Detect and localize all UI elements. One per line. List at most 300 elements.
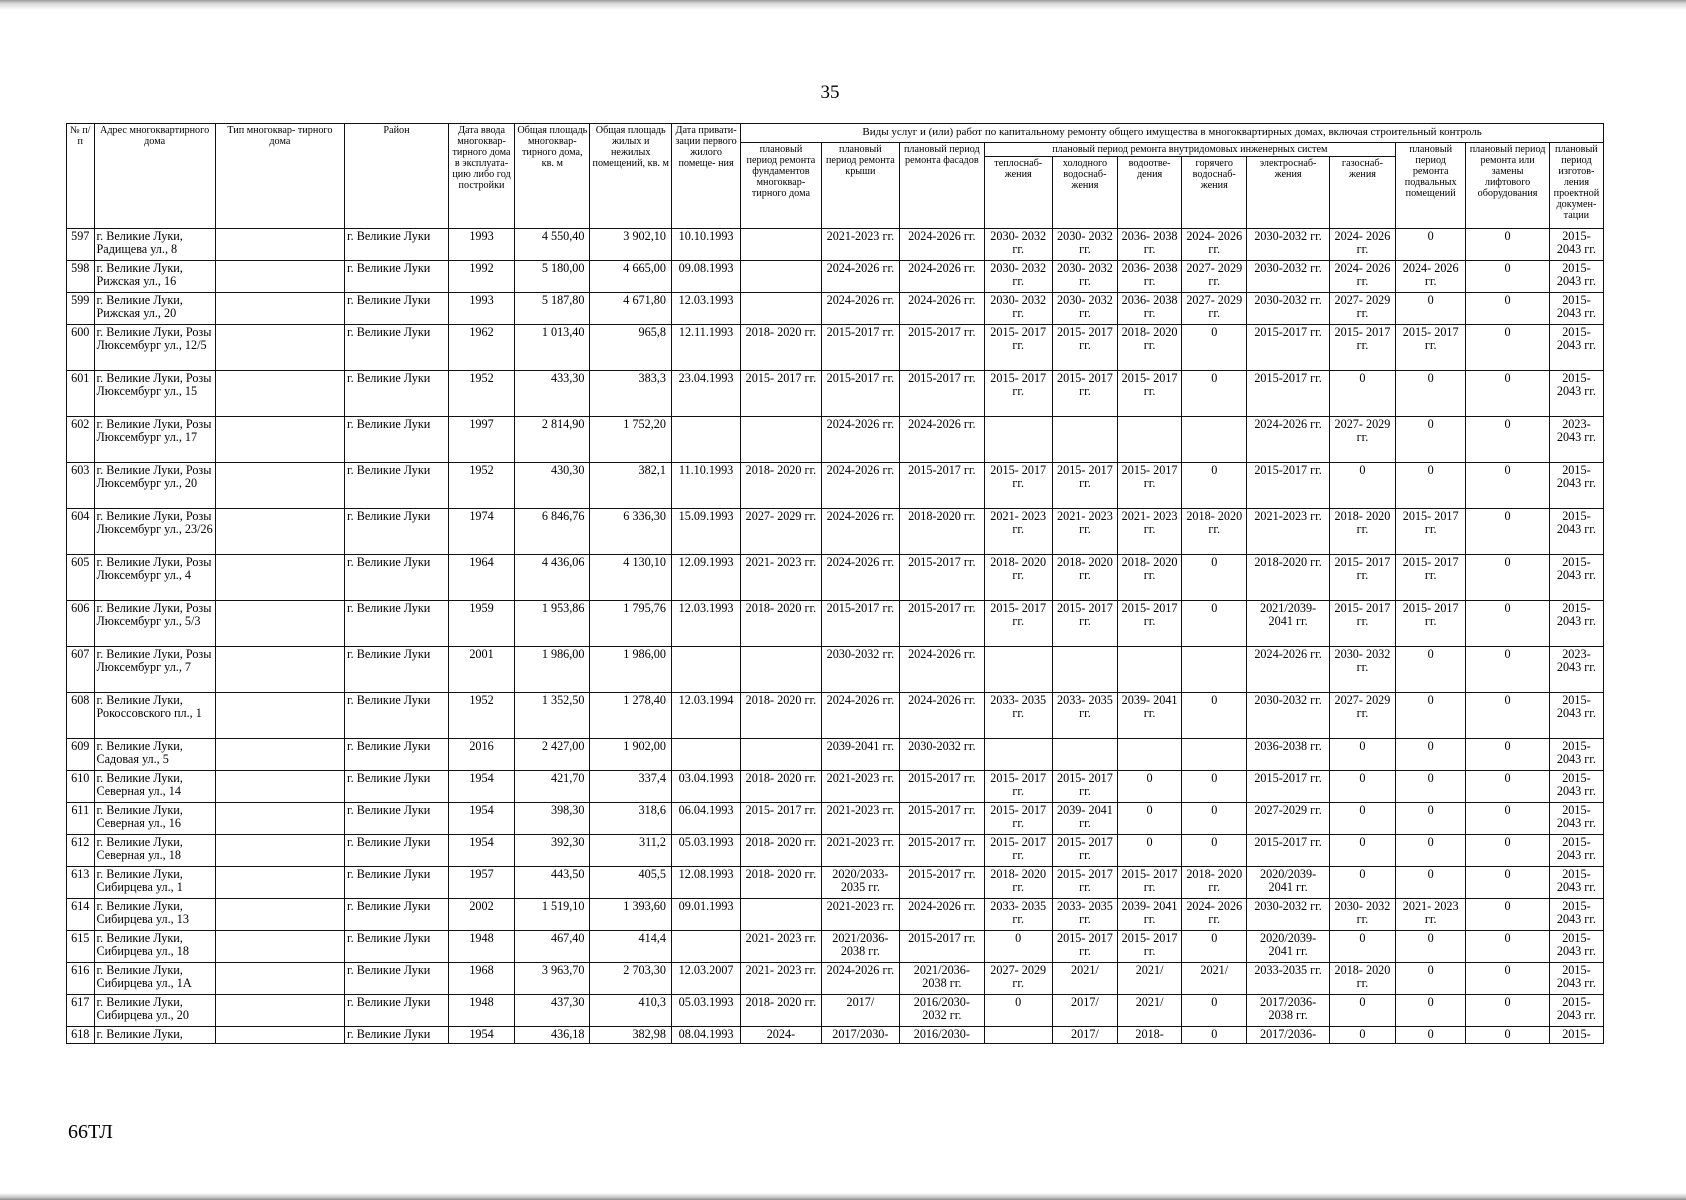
heat-period-cell: 2021- 2023 гг.: [984, 508, 1052, 554]
header-type: Тип многоквар- тирного дома: [215, 124, 344, 229]
hot-water-period-cell: 2027- 2029 гг.: [1182, 292, 1247, 324]
hot-water-period-cell: [1182, 646, 1247, 692]
house-type-cell: [215, 692, 344, 738]
cold-water-period-cell: [1052, 416, 1117, 462]
design-docs-period-cell: 2015- 2043 гг.: [1549, 508, 1603, 554]
privatization-date-cell: 12.03.1993: [671, 600, 740, 646]
basement-period-cell: 0: [1396, 370, 1466, 416]
electric-period-cell: 2020/2039- 2041 гг.: [1247, 866, 1330, 898]
electric-period-cell: 2030-2032 гг.: [1247, 692, 1330, 738]
row-number-cell: 613: [67, 866, 95, 898]
roof-period-cell: 2024-2026 гг.: [821, 692, 899, 738]
total-area-cell: 4 550,40: [515, 228, 590, 260]
row-number-cell: 601: [67, 370, 95, 416]
living-area-cell: 6 336,30: [590, 508, 671, 554]
header-privatization-date: Дата привати- зации первого жилого помеще- ния: [671, 124, 740, 229]
heat-period-cell: 2033- 2035 гг.: [984, 898, 1052, 930]
row-number-cell: 607: [67, 646, 95, 692]
elevator-period-cell: 0: [1466, 898, 1550, 930]
commission-year-cell: 1997: [448, 416, 514, 462]
electric-period-cell: 2015-2017 гг.: [1247, 834, 1330, 866]
district-cell: г. Великие Луки: [345, 962, 449, 994]
heat-period-cell: [984, 738, 1052, 770]
total-area-cell: 2 427,00: [515, 738, 590, 770]
elevator-period-cell: 0: [1466, 646, 1550, 692]
total-area-cell: 443,50: [515, 866, 590, 898]
commission-year-cell: 1974: [448, 508, 514, 554]
drainage-period-cell: 2039- 2041 гг.: [1118, 692, 1182, 738]
elevator-period-cell: 0: [1466, 738, 1550, 770]
roof-period-cell: 2021-2023 гг.: [821, 228, 899, 260]
foundation-period-cell: 2021- 2023 гг.: [741, 930, 821, 962]
elevator-period-cell: 0: [1466, 228, 1550, 260]
cold-water-period-cell: 2017/: [1052, 1026, 1117, 1043]
heat-period-cell: 2030- 2032 гг.: [984, 292, 1052, 324]
district-cell: г. Великие Луки: [345, 802, 449, 834]
gas-period-cell: 2027- 2029 гг.: [1329, 692, 1395, 738]
house-type-cell: [215, 554, 344, 600]
header-works-group: Виды услуг и (или) работ по капитальному ремонту общего имущества в многоквартирных домах, включая строительный контроль: [741, 124, 1604, 143]
gas-period-cell: 0: [1329, 770, 1395, 802]
total-area-cell: 1 986,00: [515, 646, 590, 692]
gas-period-cell: 0: [1329, 802, 1395, 834]
living-area-cell: 383,3: [590, 370, 671, 416]
address-cell: г. Великие Луки, Розы Люксембург ул., 20: [94, 462, 215, 508]
foundation-period-cell: [741, 898, 821, 930]
district-cell: г. Великие Луки: [345, 738, 449, 770]
drainage-period-cell: 2036- 2038 гг.: [1118, 260, 1182, 292]
basement-period-cell: 0: [1396, 1026, 1466, 1043]
design-docs-period-cell: 2015- 2043 гг.: [1549, 324, 1603, 370]
cold-water-period-cell: 2015- 2017 гг.: [1052, 770, 1117, 802]
drainage-period-cell: 0: [1118, 770, 1182, 802]
drainage-period-cell: 2015- 2017 гг.: [1118, 866, 1182, 898]
roof-period-cell: 2021-2023 гг.: [821, 898, 899, 930]
heat-period-cell: 2018- 2020 гг.: [984, 554, 1052, 600]
basement-period-cell: 2015- 2017 гг.: [1396, 554, 1466, 600]
elevator-period-cell: 0: [1466, 834, 1550, 866]
hot-water-period-cell: 2027- 2029 гг.: [1182, 260, 1247, 292]
district-cell: г. Великие Луки: [345, 462, 449, 508]
address-cell: г. Великие Луки, Розы Люксембург ул., 7: [94, 646, 215, 692]
house-type-cell: [215, 228, 344, 260]
table-row: [67, 554, 1604, 600]
elevator-period-cell: 0: [1466, 508, 1550, 554]
header-heat: теплоснаб- жения: [984, 156, 1052, 228]
total-area-cell: 2 814,90: [515, 416, 590, 462]
commission-year-cell: 1954: [448, 1026, 514, 1043]
roof-period-cell: 2015-2017 гг.: [821, 600, 899, 646]
house-type-cell: [215, 834, 344, 866]
hot-water-period-cell: 0: [1182, 802, 1247, 834]
gas-period-cell: 2024- 2026 гг.: [1329, 260, 1395, 292]
header-address: Адрес многоквартирного дома: [94, 124, 215, 229]
row-number-cell: 600: [67, 324, 95, 370]
design-docs-period-cell: 2015- 2043 гг.: [1549, 770, 1603, 802]
drainage-period-cell: 0: [1118, 834, 1182, 866]
facade-period-cell: 2015-2017 гг.: [900, 866, 985, 898]
privatization-date-cell: 23.04.1993: [671, 370, 740, 416]
total-area-cell: 1 953,86: [515, 600, 590, 646]
row-number-cell: 604: [67, 508, 95, 554]
privatization-date-cell: 05.03.1993: [671, 834, 740, 866]
district-cell: г. Великие Луки: [345, 260, 449, 292]
row-number-cell: 608: [67, 692, 95, 738]
privatization-date-cell: 12.03.2007: [671, 962, 740, 994]
heat-period-cell: 2030- 2032 гг.: [984, 260, 1052, 292]
foundation-period-cell: 2018- 2020 гг.: [741, 994, 821, 1026]
facade-period-cell: 2015-2017 гг.: [900, 770, 985, 802]
house-type-cell: [215, 508, 344, 554]
row-number-cell: 603: [67, 462, 95, 508]
roof-period-cell: 2024-2026 гг.: [821, 508, 899, 554]
roof-period-cell: 2024-2026 гг.: [821, 260, 899, 292]
gas-period-cell: 2015- 2017 гг.: [1329, 600, 1395, 646]
gas-period-cell: 0: [1329, 1026, 1395, 1043]
cold-water-period-cell: 2030- 2032 гг.: [1052, 292, 1117, 324]
elevator-period-cell: 0: [1466, 930, 1550, 962]
design-docs-period-cell: 2015- 2043 гг.: [1549, 802, 1603, 834]
drainage-period-cell: 0: [1118, 802, 1182, 834]
cold-water-period-cell: 2015- 2017 гг.: [1052, 370, 1117, 416]
facade-period-cell: 2016/2030- 2032 гг.: [900, 994, 985, 1026]
heat-period-cell: [984, 1026, 1052, 1043]
house-type-cell: [215, 962, 344, 994]
scan-top-edge: [0, 0, 1686, 10]
table-header: [67, 124, 1604, 229]
basement-period-cell: 0: [1396, 228, 1466, 260]
total-area-cell: 467,40: [515, 930, 590, 962]
total-area-cell: 4 436,06: [515, 554, 590, 600]
total-area-cell: 1 519,10: [515, 898, 590, 930]
facade-period-cell: 2024-2026 гг.: [900, 228, 985, 260]
foundation-period-cell: 2015- 2017 гг.: [741, 370, 821, 416]
table-row: [67, 994, 1604, 1026]
district-cell: г. Великие Луки: [345, 898, 449, 930]
privatization-date-cell: 08.04.1993: [671, 1026, 740, 1043]
foundation-period-cell: 2018- 2020 гг.: [741, 600, 821, 646]
house-type-cell: [215, 994, 344, 1026]
heat-period-cell: 2015- 2017 гг.: [984, 600, 1052, 646]
commission-year-cell: 1952: [448, 692, 514, 738]
district-cell: г. Великие Луки: [345, 770, 449, 802]
facade-period-cell: 2015-2017 гг.: [900, 600, 985, 646]
hot-water-period-cell: [1182, 738, 1247, 770]
living-area-cell: 4 130,10: [590, 554, 671, 600]
facade-period-cell: 2015-2017 гг.: [900, 462, 985, 508]
header-district: Район: [345, 124, 449, 229]
address-cell: г. Великие Луки,: [94, 1026, 215, 1043]
design-docs-period-cell: 2015- 2043 гг.: [1549, 738, 1603, 770]
commission-year-cell: 2001: [448, 646, 514, 692]
header-elevator: плановый период ремонта или замены лифтового оборудования: [1466, 142, 1550, 228]
basement-period-cell: 2015- 2017 гг.: [1396, 324, 1466, 370]
header-roof: плановый период ремонта крыши: [821, 142, 899, 228]
elevator-period-cell: 0: [1466, 600, 1550, 646]
total-area-cell: 5 180,00: [515, 260, 590, 292]
elevator-period-cell: 0: [1466, 462, 1550, 508]
gas-period-cell: 0: [1329, 866, 1395, 898]
hot-water-period-cell: 0: [1182, 324, 1247, 370]
hot-water-period-cell: 2018- 2020 гг.: [1182, 508, 1247, 554]
elevator-period-cell: 0: [1466, 802, 1550, 834]
elevator-period-cell: 0: [1466, 554, 1550, 600]
privatization-date-cell: 12.08.1993: [671, 866, 740, 898]
electric-period-cell: 2030-2032 гг.: [1247, 898, 1330, 930]
commission-year-cell: 1954: [448, 834, 514, 866]
cold-water-period-cell: 2021- 2023 гг.: [1052, 508, 1117, 554]
gas-period-cell: 0: [1329, 994, 1395, 1026]
privatization-date-cell: 09.01.1993: [671, 898, 740, 930]
table-body: [67, 228, 1604, 1043]
living-area-cell: 311,2: [590, 834, 671, 866]
total-area-cell: 433,30: [515, 370, 590, 416]
cold-water-period-cell: 2030- 2032 гг.: [1052, 228, 1117, 260]
privatization-date-cell: 12.09.1993: [671, 554, 740, 600]
page-number: 35: [820, 82, 840, 103]
row-number-cell: 597: [67, 228, 95, 260]
elevator-period-cell: 0: [1466, 994, 1550, 1026]
total-area-cell: 392,30: [515, 834, 590, 866]
electric-period-cell: 2024-2026 гг.: [1247, 646, 1330, 692]
design-docs-period-cell: 2015- 2043 гг.: [1549, 462, 1603, 508]
cold-water-period-cell: [1052, 738, 1117, 770]
commission-year-cell: 1957: [448, 866, 514, 898]
table-row: [67, 292, 1604, 324]
cold-water-period-cell: 2015- 2017 гг.: [1052, 462, 1117, 508]
electric-period-cell: 2030-2032 гг.: [1247, 228, 1330, 260]
header-cold-water: холодного водоснаб- жения: [1052, 156, 1117, 228]
row-number-cell: 616: [67, 962, 95, 994]
roof-period-cell: 2024-2026 гг.: [821, 554, 899, 600]
facade-period-cell: 2024-2026 гг.: [900, 292, 985, 324]
elevator-period-cell: 0: [1466, 370, 1550, 416]
facade-period-cell: 2024-2026 гг.: [900, 260, 985, 292]
commission-year-cell: 1962: [448, 324, 514, 370]
total-area-cell: 1 352,50: [515, 692, 590, 738]
gas-period-cell: 2015- 2017 гг.: [1329, 324, 1395, 370]
row-number-cell: 598: [67, 260, 95, 292]
electric-period-cell: 2027-2029 гг.: [1247, 802, 1330, 834]
header-drainage: водоотве- дения: [1118, 156, 1182, 228]
gas-period-cell: 0: [1329, 834, 1395, 866]
house-type-cell: [215, 292, 344, 324]
electric-period-cell: 2015-2017 гг.: [1247, 462, 1330, 508]
facade-period-cell: 2018-2020 гг.: [900, 508, 985, 554]
hot-water-period-cell: 2021/: [1182, 962, 1247, 994]
house-type-cell: [215, 600, 344, 646]
roof-period-cell: 2020/2033- 2035 гг.: [821, 866, 899, 898]
design-docs-period-cell: 2015- 2043 гг.: [1549, 962, 1603, 994]
hot-water-period-cell: 0: [1182, 1026, 1247, 1043]
basement-period-cell: 0: [1396, 770, 1466, 802]
commission-year-cell: 1993: [448, 292, 514, 324]
cold-water-period-cell: 2015- 2017 гг.: [1052, 600, 1117, 646]
hot-water-period-cell: 0: [1182, 834, 1247, 866]
living-area-cell: 405,5: [590, 866, 671, 898]
district-cell: г. Великие Луки: [345, 228, 449, 260]
district-cell: г. Великие Луки: [345, 600, 449, 646]
gas-period-cell: 0: [1329, 370, 1395, 416]
table-row: [67, 228, 1604, 260]
design-docs-period-cell: 2015- 2043 гг.: [1549, 600, 1603, 646]
roof-period-cell: 2039-2041 гг.: [821, 738, 899, 770]
total-area-cell: 430,30: [515, 462, 590, 508]
design-docs-period-cell: 2023- 2043 гг.: [1549, 646, 1603, 692]
foundation-period-cell: 2018- 2020 гг.: [741, 834, 821, 866]
address-cell: г. Великие Луки, Сибирцева ул., 1А: [94, 962, 215, 994]
commission-year-cell: 2016: [448, 738, 514, 770]
drainage-period-cell: 2015- 2017 гг.: [1118, 370, 1182, 416]
cold-water-period-cell: 2017/: [1052, 994, 1117, 1026]
total-area-cell: 437,30: [515, 994, 590, 1026]
roof-period-cell: 2015-2017 гг.: [821, 370, 899, 416]
design-docs-period-cell: 2015-: [1549, 1026, 1603, 1043]
design-docs-period-cell: 2015- 2043 гг.: [1549, 260, 1603, 292]
design-docs-period-cell: 2015- 2043 гг.: [1549, 930, 1603, 962]
address-cell: г. Великие Луки, Сибирцева ул., 1: [94, 866, 215, 898]
design-docs-period-cell: 2015- 2043 гг.: [1549, 834, 1603, 866]
row-number-cell: 617: [67, 994, 95, 1026]
total-area-cell: 6 846,76: [515, 508, 590, 554]
living-area-cell: 1 795,76: [590, 600, 671, 646]
hot-water-period-cell: 0: [1182, 770, 1247, 802]
house-type-cell: [215, 866, 344, 898]
hot-water-period-cell: 0: [1182, 994, 1247, 1026]
house-type-cell: [215, 1026, 344, 1043]
basement-period-cell: 0: [1396, 416, 1466, 462]
foundation-period-cell: 2021- 2023 гг.: [741, 554, 821, 600]
living-area-cell: 382,98: [590, 1026, 671, 1043]
address-cell: г. Великие Луки, Розы Люксембург ул., 17: [94, 416, 215, 462]
row-number-cell: 611: [67, 802, 95, 834]
foundation-period-cell: [741, 738, 821, 770]
hot-water-period-cell: 0: [1182, 462, 1247, 508]
drainage-period-cell: 2021- 2023 гг.: [1118, 508, 1182, 554]
heat-period-cell: 2015- 2017 гг.: [984, 370, 1052, 416]
gas-period-cell: 2030- 2032 гг.: [1329, 646, 1395, 692]
foundation-period-cell: 2018- 2020 гг.: [741, 324, 821, 370]
basement-period-cell: 0: [1396, 962, 1466, 994]
heat-period-cell: 2015- 2017 гг.: [984, 324, 1052, 370]
facade-period-cell: 2015-2017 гг.: [900, 554, 985, 600]
living-area-cell: 414,4: [590, 930, 671, 962]
electric-period-cell: 2015-2017 гг.: [1247, 770, 1330, 802]
total-area-cell: 421,70: [515, 770, 590, 802]
address-cell: г. Великие Луки, Рокоссовского пл., 1: [94, 692, 215, 738]
address-cell: г. Великие Луки, Северная ул., 14: [94, 770, 215, 802]
privatization-date-cell: 11.10.1993: [671, 462, 740, 508]
design-docs-period-cell: 2015- 2043 гг.: [1549, 994, 1603, 1026]
basement-period-cell: 0: [1396, 994, 1466, 1026]
heat-period-cell: 2015- 2017 гг.: [984, 802, 1052, 834]
heat-period-cell: 0: [984, 930, 1052, 962]
commission-year-cell: 1954: [448, 802, 514, 834]
design-docs-period-cell: 2015- 2043 гг.: [1549, 228, 1603, 260]
basement-period-cell: 0: [1396, 692, 1466, 738]
hot-water-period-cell: 0: [1182, 600, 1247, 646]
facade-period-cell: 2015-2017 гг.: [900, 930, 985, 962]
facade-period-cell: 2016/2030-: [900, 1026, 985, 1043]
house-type-cell: [215, 738, 344, 770]
table-row: [67, 866, 1604, 898]
commission-year-cell: 1948: [448, 994, 514, 1026]
electric-period-cell: 2018-2020 гг.: [1247, 554, 1330, 600]
design-docs-period-cell: 2015- 2043 гг.: [1549, 898, 1603, 930]
electric-period-cell: 2033-2035 гг.: [1247, 962, 1330, 994]
house-type-cell: [215, 898, 344, 930]
row-number-cell: 605: [67, 554, 95, 600]
address-cell: г. Великие Луки, Рижская ул., 20: [94, 292, 215, 324]
gas-period-cell: 2030- 2032 гг.: [1329, 898, 1395, 930]
address-cell: г. Великие Луки, Радищева ул., 8: [94, 228, 215, 260]
drainage-period-cell: 2015- 2017 гг.: [1118, 600, 1182, 646]
privatization-date-cell: 10.10.1993: [671, 228, 740, 260]
living-area-cell: 1 393,60: [590, 898, 671, 930]
elevator-period-cell: 0: [1466, 692, 1550, 738]
row-number-cell: 618: [67, 1026, 95, 1043]
gas-period-cell: 0: [1329, 738, 1395, 770]
commission-year-cell: 1968: [448, 962, 514, 994]
basement-period-cell: 0: [1396, 930, 1466, 962]
drainage-period-cell: 2036- 2038 гг.: [1118, 228, 1182, 260]
living-area-cell: 337,4: [590, 770, 671, 802]
drainage-period-cell: 2036- 2038 гг.: [1118, 292, 1182, 324]
foundation-period-cell: 2021- 2023 гг.: [741, 962, 821, 994]
basement-period-cell: 0: [1396, 462, 1466, 508]
privatization-date-cell: 06.04.1993: [671, 802, 740, 834]
foundation-period-cell: [741, 260, 821, 292]
electric-period-cell: 2030-2032 гг.: [1247, 260, 1330, 292]
total-area-cell: 436,18: [515, 1026, 590, 1043]
gas-period-cell: 2024- 2026 гг.: [1329, 228, 1395, 260]
roof-period-cell: 2024-2026 гг.: [821, 462, 899, 508]
electric-period-cell: 2024-2026 гг.: [1247, 416, 1330, 462]
house-type-cell: [215, 802, 344, 834]
foundation-period-cell: [741, 416, 821, 462]
row-number-cell: 602: [67, 416, 95, 462]
district-cell: г. Великие Луки: [345, 370, 449, 416]
cold-water-period-cell: 2015- 2017 гг.: [1052, 324, 1117, 370]
basement-period-cell: 0: [1396, 292, 1466, 324]
district-cell: г. Великие Луки: [345, 416, 449, 462]
electric-period-cell: 2020/2039- 2041 гг.: [1247, 930, 1330, 962]
house-type-cell: [215, 260, 344, 292]
table-row: [67, 770, 1604, 802]
living-area-cell: 1 902,00: [590, 738, 671, 770]
privatization-date-cell: 05.03.1993: [671, 994, 740, 1026]
capital-repair-table: [66, 123, 1604, 1044]
privatization-date-cell: [671, 738, 740, 770]
roof-period-cell: 2021-2023 гг.: [821, 770, 899, 802]
drainage-period-cell: 2018- 2020 гг.: [1118, 324, 1182, 370]
drainage-period-cell: 2039- 2041 гг.: [1118, 898, 1182, 930]
row-number-cell: 599: [67, 292, 95, 324]
living-area-cell: 1 752,20: [590, 416, 671, 462]
elevator-period-cell: 0: [1466, 292, 1550, 324]
living-area-cell: 965,8: [590, 324, 671, 370]
address-cell: г. Великие Луки, Сибирцева ул., 18: [94, 930, 215, 962]
living-area-cell: 410,3: [590, 994, 671, 1026]
roof-period-cell: 2024-2026 гг.: [821, 292, 899, 324]
address-cell: г. Великие Луки, Розы Люксембург ул., 4: [94, 554, 215, 600]
house-type-cell: [215, 462, 344, 508]
district-cell: г. Великие Луки: [345, 1026, 449, 1043]
header-living-area: Общая площадь жилых и нежилых помещений, кв. м: [590, 124, 671, 229]
electric-period-cell: 2017/2036-: [1247, 1026, 1330, 1043]
drainage-period-cell: 2015- 2017 гг.: [1118, 462, 1182, 508]
table-row: [67, 260, 1604, 292]
